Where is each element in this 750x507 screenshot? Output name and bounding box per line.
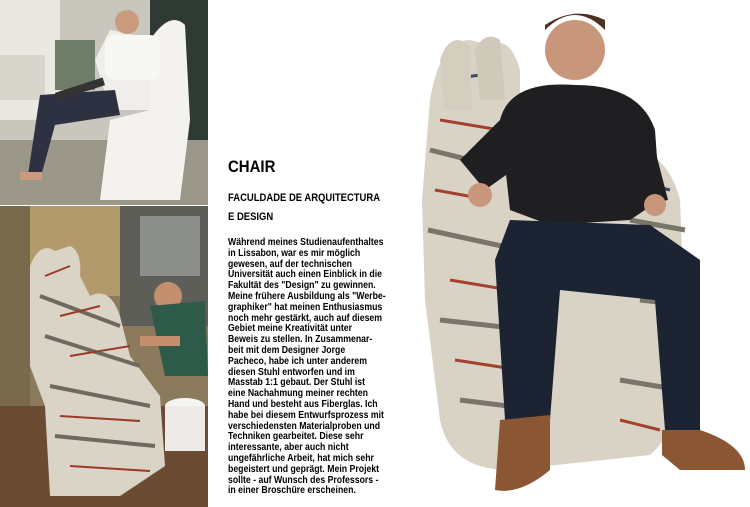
body-line: verschiedensten Materialproben und — [228, 419, 381, 432]
article-title: CHAIR — [228, 157, 276, 176]
body-line: interessante, aber auch nicht — [228, 441, 349, 454]
photo-white-chair — [0, 0, 208, 205]
body-line: gewesen, auf der technischen — [228, 257, 352, 270]
body-line: habe bei diesem Entwurfsprozess mit — [228, 408, 384, 421]
body-line: noch mehr gestärkt, auch auf diesem — [228, 311, 383, 324]
body-line: eine Nachahmung meiner rechten — [228, 387, 368, 400]
body-line: Universität auch einen Einblick in die — [228, 268, 383, 281]
body-line: graphiker" hat meinen Enthusiasmus — [228, 300, 383, 313]
body-line: Während meines Studienaufenthaltes — [228, 236, 384, 248]
body-line: Techniken gearbeitet. Diese sehr — [228, 430, 364, 443]
body-line: diesen Stuhl entworfen und im — [228, 365, 355, 378]
body-line: Gebiet meine Kreativität unter — [228, 322, 352, 335]
body-line: Beweis zu stellen. In Zusammenar- — [228, 333, 373, 346]
faculty-line-1: FACULDADE DE ARQUITECTURA — [228, 192, 381, 204]
photo-workshop — [0, 206, 208, 507]
body-line: Fakultät des "Design" zu gewinnen. — [228, 279, 376, 292]
body-line: begeistert und geprägt. Mein Projekt — [228, 462, 380, 475]
body-line: Pacheco, habe ich unter anderem — [228, 354, 368, 367]
photo-newspaper-chair — [400, 0, 750, 507]
article-body — [228, 237, 424, 496]
faculty-line-2: E DESIGN — [228, 211, 274, 223]
article-text — [228, 150, 428, 496]
body-line: in einer Broschüre erscheinen. — [228, 484, 356, 497]
body-line: beit mit dem Designer Jorge — [228, 343, 346, 356]
body-line: sollte - auf Wunsch des Professors - — [228, 473, 379, 486]
body-line: Masstab 1:1 gebaut. Der Stuhl ist — [228, 376, 366, 389]
body-line: ungefährliche Arbeit, hat mich sehr — [228, 451, 374, 464]
body-line: in Lissabon, war es mir möglich — [228, 246, 361, 259]
body-line: Hand und besteht aus Fiberglas. Ich — [228, 397, 378, 410]
body-line: Meine frühere Ausbildung als "Werbe- — [228, 289, 386, 302]
